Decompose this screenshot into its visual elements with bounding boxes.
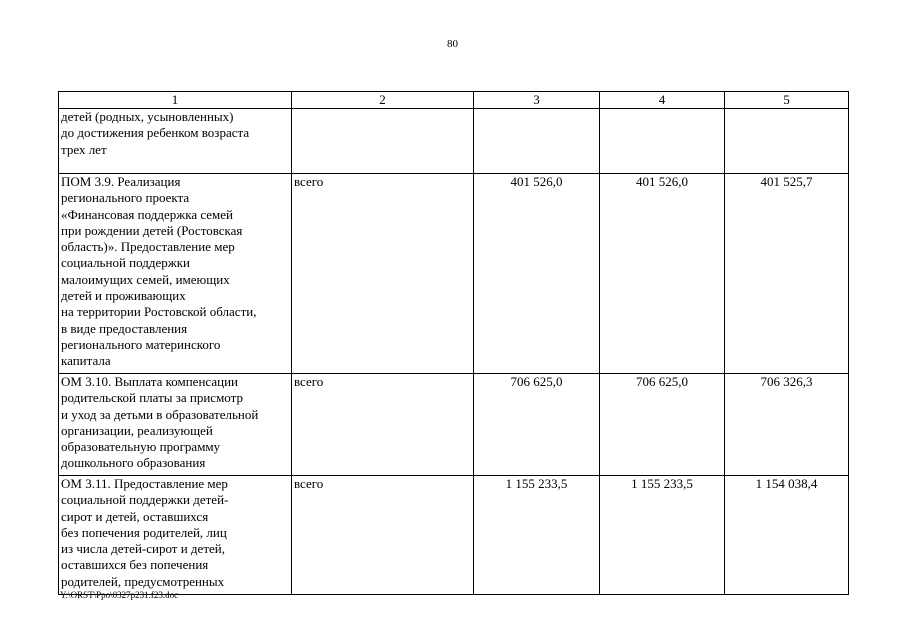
table-header-row	[59, 92, 849, 109]
row-name-cell: ПОМ 3.9. Реализация регионального проекта «Финансовая поддержка семей при рождении детей (Ростовская область)». Предоставление мер социальной поддержки малоимущих семей, имеющих детей и проживающих на территории Ростовской области, в виде предоставления регионального материнского капитала	[59, 174, 292, 374]
table-row	[59, 109, 849, 174]
row-value-cell: 1 155 233,5	[600, 476, 725, 595]
header-cell: 1	[59, 92, 292, 109]
row-value-cell: 401 525,7	[725, 174, 849, 374]
row-type-cell	[292, 109, 474, 174]
table-row	[59, 174, 849, 374]
page-number: 80	[447, 38, 458, 50]
row-value-cell	[474, 109, 600, 174]
row-name-cell: детей (родных, усыновленных) до достижения ребенком возраста трех лет	[59, 109, 292, 174]
row-value-cell: 706 625,0	[600, 374, 725, 476]
table-row	[59, 374, 849, 476]
row-type-cell: всего	[292, 174, 474, 374]
row-value-cell: 706 625,0	[474, 374, 600, 476]
row-value-cell	[725, 109, 849, 174]
row-value-cell: 706 326,3	[725, 374, 849, 476]
row-value-cell: 401 526,0	[600, 174, 725, 374]
header-cell: 4	[600, 92, 725, 109]
row-name-cell: ОМ 3.10. Выплата компенсации родительской платы за присмотр и уход за детьми в образовательной организации, реализующей образовательную программу дошкольного образования	[59, 374, 292, 476]
row-value-cell: 401 526,0	[474, 174, 600, 374]
row-value-cell: 1 154 038,4	[725, 476, 849, 595]
table-row	[59, 476, 849, 595]
header-cell: 3	[474, 92, 600, 109]
footer-file-path: Y:\ORST\Ppo\0327p231.f23.doc	[60, 590, 179, 600]
header-cell: 2	[292, 92, 474, 109]
budget-table	[58, 91, 849, 595]
row-name-cell: ОМ 3.11. Предоставление мер социальной поддержки детей- сирот и детей, оставшихся без попечения родителей, лиц из числа детей-сирот и детей, оставшихся без попечения родителей, предусмотренных	[59, 476, 292, 595]
row-type-cell: всего	[292, 374, 474, 476]
row-type-cell: всего	[292, 476, 474, 595]
row-value-cell	[600, 109, 725, 174]
header-cell: 5	[725, 92, 849, 109]
row-value-cell: 1 155 233,5	[474, 476, 600, 595]
